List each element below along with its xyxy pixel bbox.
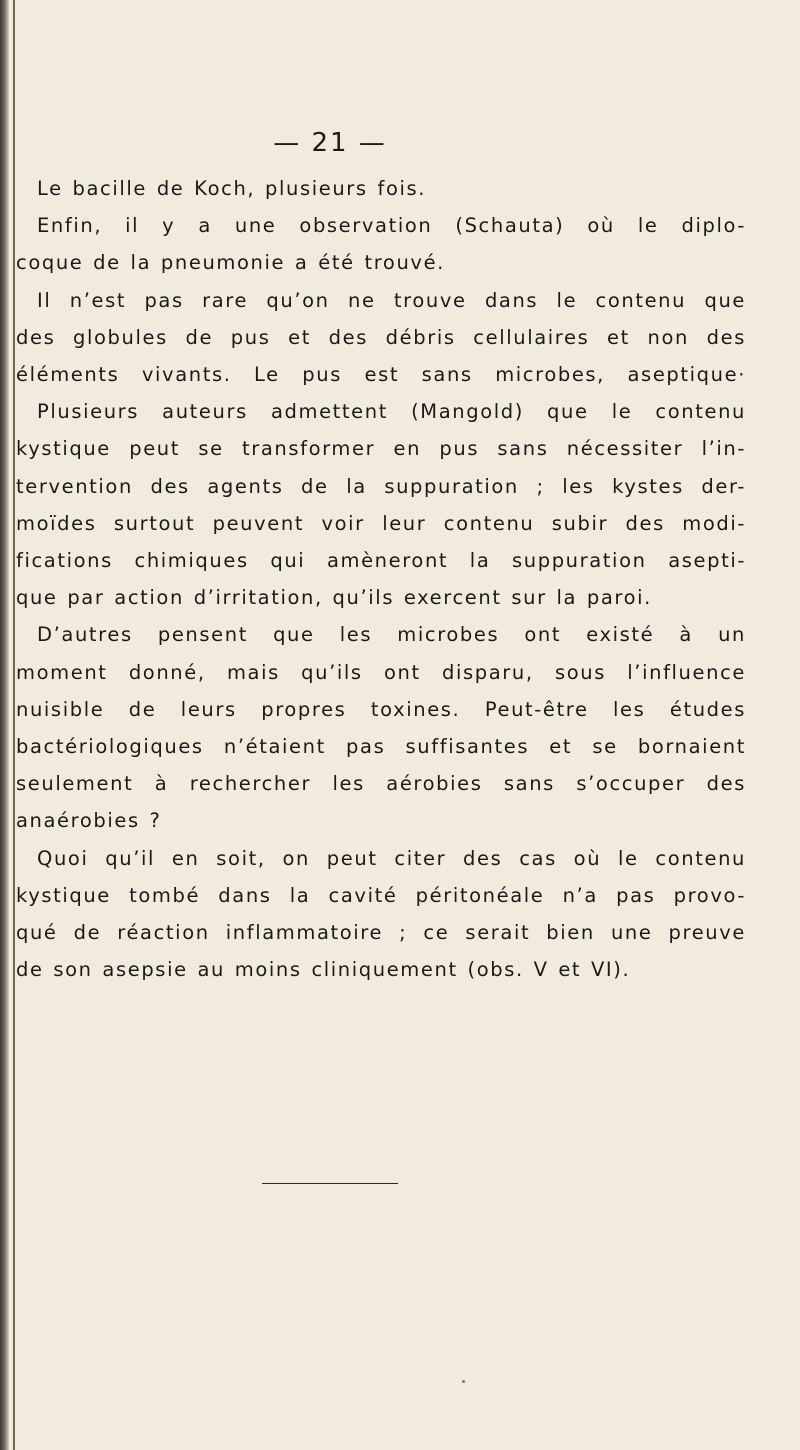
text-line: Enfin, il y a une observation (Schauta) où le diplo-	[37, 214, 746, 238]
paragraph	[16, 207, 746, 281]
text-line: anaérobies ?	[16, 809, 162, 833]
text-line: seulement à rechercher les aérobies sans s’occuper des	[16, 772, 746, 796]
paragraph	[16, 616, 746, 839]
text-line: nuisible de leurs propres toxines. Peut-être les études	[16, 697, 746, 721]
text-line: coque de la pneumonie a été trouvé.	[16, 251, 445, 275]
body-text	[16, 170, 746, 988]
page-binding-edge	[0, 0, 9, 1450]
text-line: kystique peut se transformer en pus sans nécessiter l’in-	[16, 437, 746, 461]
text-line: Il n’est pas rare qu’on ne trouve dans le contenu que	[37, 288, 746, 312]
paper-speck	[462, 1380, 465, 1383]
text-line: de son asepsie au moins cliniquement (obs. V et VI).	[16, 958, 631, 982]
text-line: tervention des agents de la suppuration ; les kystes der-	[16, 474, 746, 498]
text-line: moment donné, mais qu’ils ont disparu, sous l’influence	[16, 660, 746, 684]
paragraph	[16, 393, 746, 616]
paragraph	[16, 840, 746, 989]
text-line: moïdes surtout peuvent voir leur contenu subir des modi-	[16, 511, 746, 535]
text-line: fications chimiques qui amèneront la suppuration asepti-	[16, 549, 746, 573]
page-number: — 21 —	[273, 128, 387, 158]
text-line: kystique tombé dans la cavité péritonéale n’a pas provo-	[16, 883, 746, 907]
text-line: des globules de pus et des débris cellulaires et non des	[16, 325, 746, 349]
text-line: que par action d’irritation, qu’ils exercent sur la paroi.	[16, 586, 652, 610]
end-rule	[262, 1183, 398, 1184]
text-line: Le bacille de Koch, plusieurs fois.	[37, 177, 427, 200]
text-line: Plusieurs auteurs admettent (Mangold) que le contenu	[37, 400, 746, 424]
paragraph	[16, 282, 746, 394]
text-line: D’autres pensent que les microbes ont existé à un	[37, 623, 746, 647]
text-line: Quoi qu’il en soit, on peut citer des cas où le contenu	[37, 846, 746, 870]
text-line: qué de réaction inflammatoire ; ce serait bien une preuve	[16, 921, 746, 945]
page-binding-line	[13, 0, 15, 1450]
text-line: bactériologiques n’étaient pas suffisantes et se bornaient	[16, 735, 746, 759]
paragraph	[16, 170, 746, 207]
text-line: éléments vivants. Le pus est sans microbes, aseptique·	[16, 363, 746, 387]
